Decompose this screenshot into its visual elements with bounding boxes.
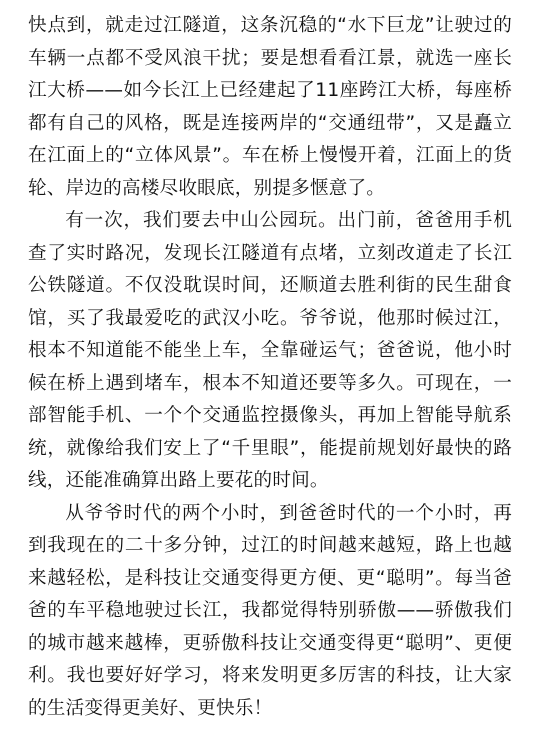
- paragraph-2: 有一次，我们要去中山公园玩。出门前，爸爸用手机查了实时路况，发现长江隧道有点堵，立刻改道走了长江公铁隧道。不仅没耽误时间，还顺道去胜利街的民生甜食馆，买了我最爱吃的武汉小吃。爷爷说，他那时候过江，根本不知道能不能坐上车，全靠碰运气；爸爸说，他小时候在桥上遇到堵车，根本不知道还要等多久。可现在，一部智能手机、一个个交通监控摄像头，再加上智能导航系统，就像给我们安上了“千里眼”，能提前规划好最快的路线，还能准确算出路上要花的时间。: [28, 210, 512, 491]
- essay-body: [28, 10, 512, 725]
- paragraph-3: 从爷爷时代的两个小时，到爸爸时代的一个小时，再到我现在的二十多分钟，过江的时间越来越短，路上也越来越轻松，是科技让交通变得更方便、更“聪明”。每当爸爸的车平稳地驶过长江，我都觉得特别骄傲——骄傲我们的城市越来越棒，更骄傲科技让交通变得更“聪明”、更便利。我也要好好学习，将来发明更多厉害的科技，让大家的生活变得更美好、更快乐！: [28, 502, 512, 719]
- paragraph-1: 快点到，就走过江隧道，这条沉稳的“水下巨龙”让驶过的车辆一点都不受风浪干扰；要是想看看江景，就选一座长江大桥——如今长江上已经建起了11座跨江大桥，每座桥都有自己的风格，既是连接两岸的“交通纽带”，又是矗立在江面上的“立体风景”。车在桥上慢慢开着，江面上的货轮、岸边的高楼尽收眼底，别提多惬意了。: [28, 15, 512, 199]
